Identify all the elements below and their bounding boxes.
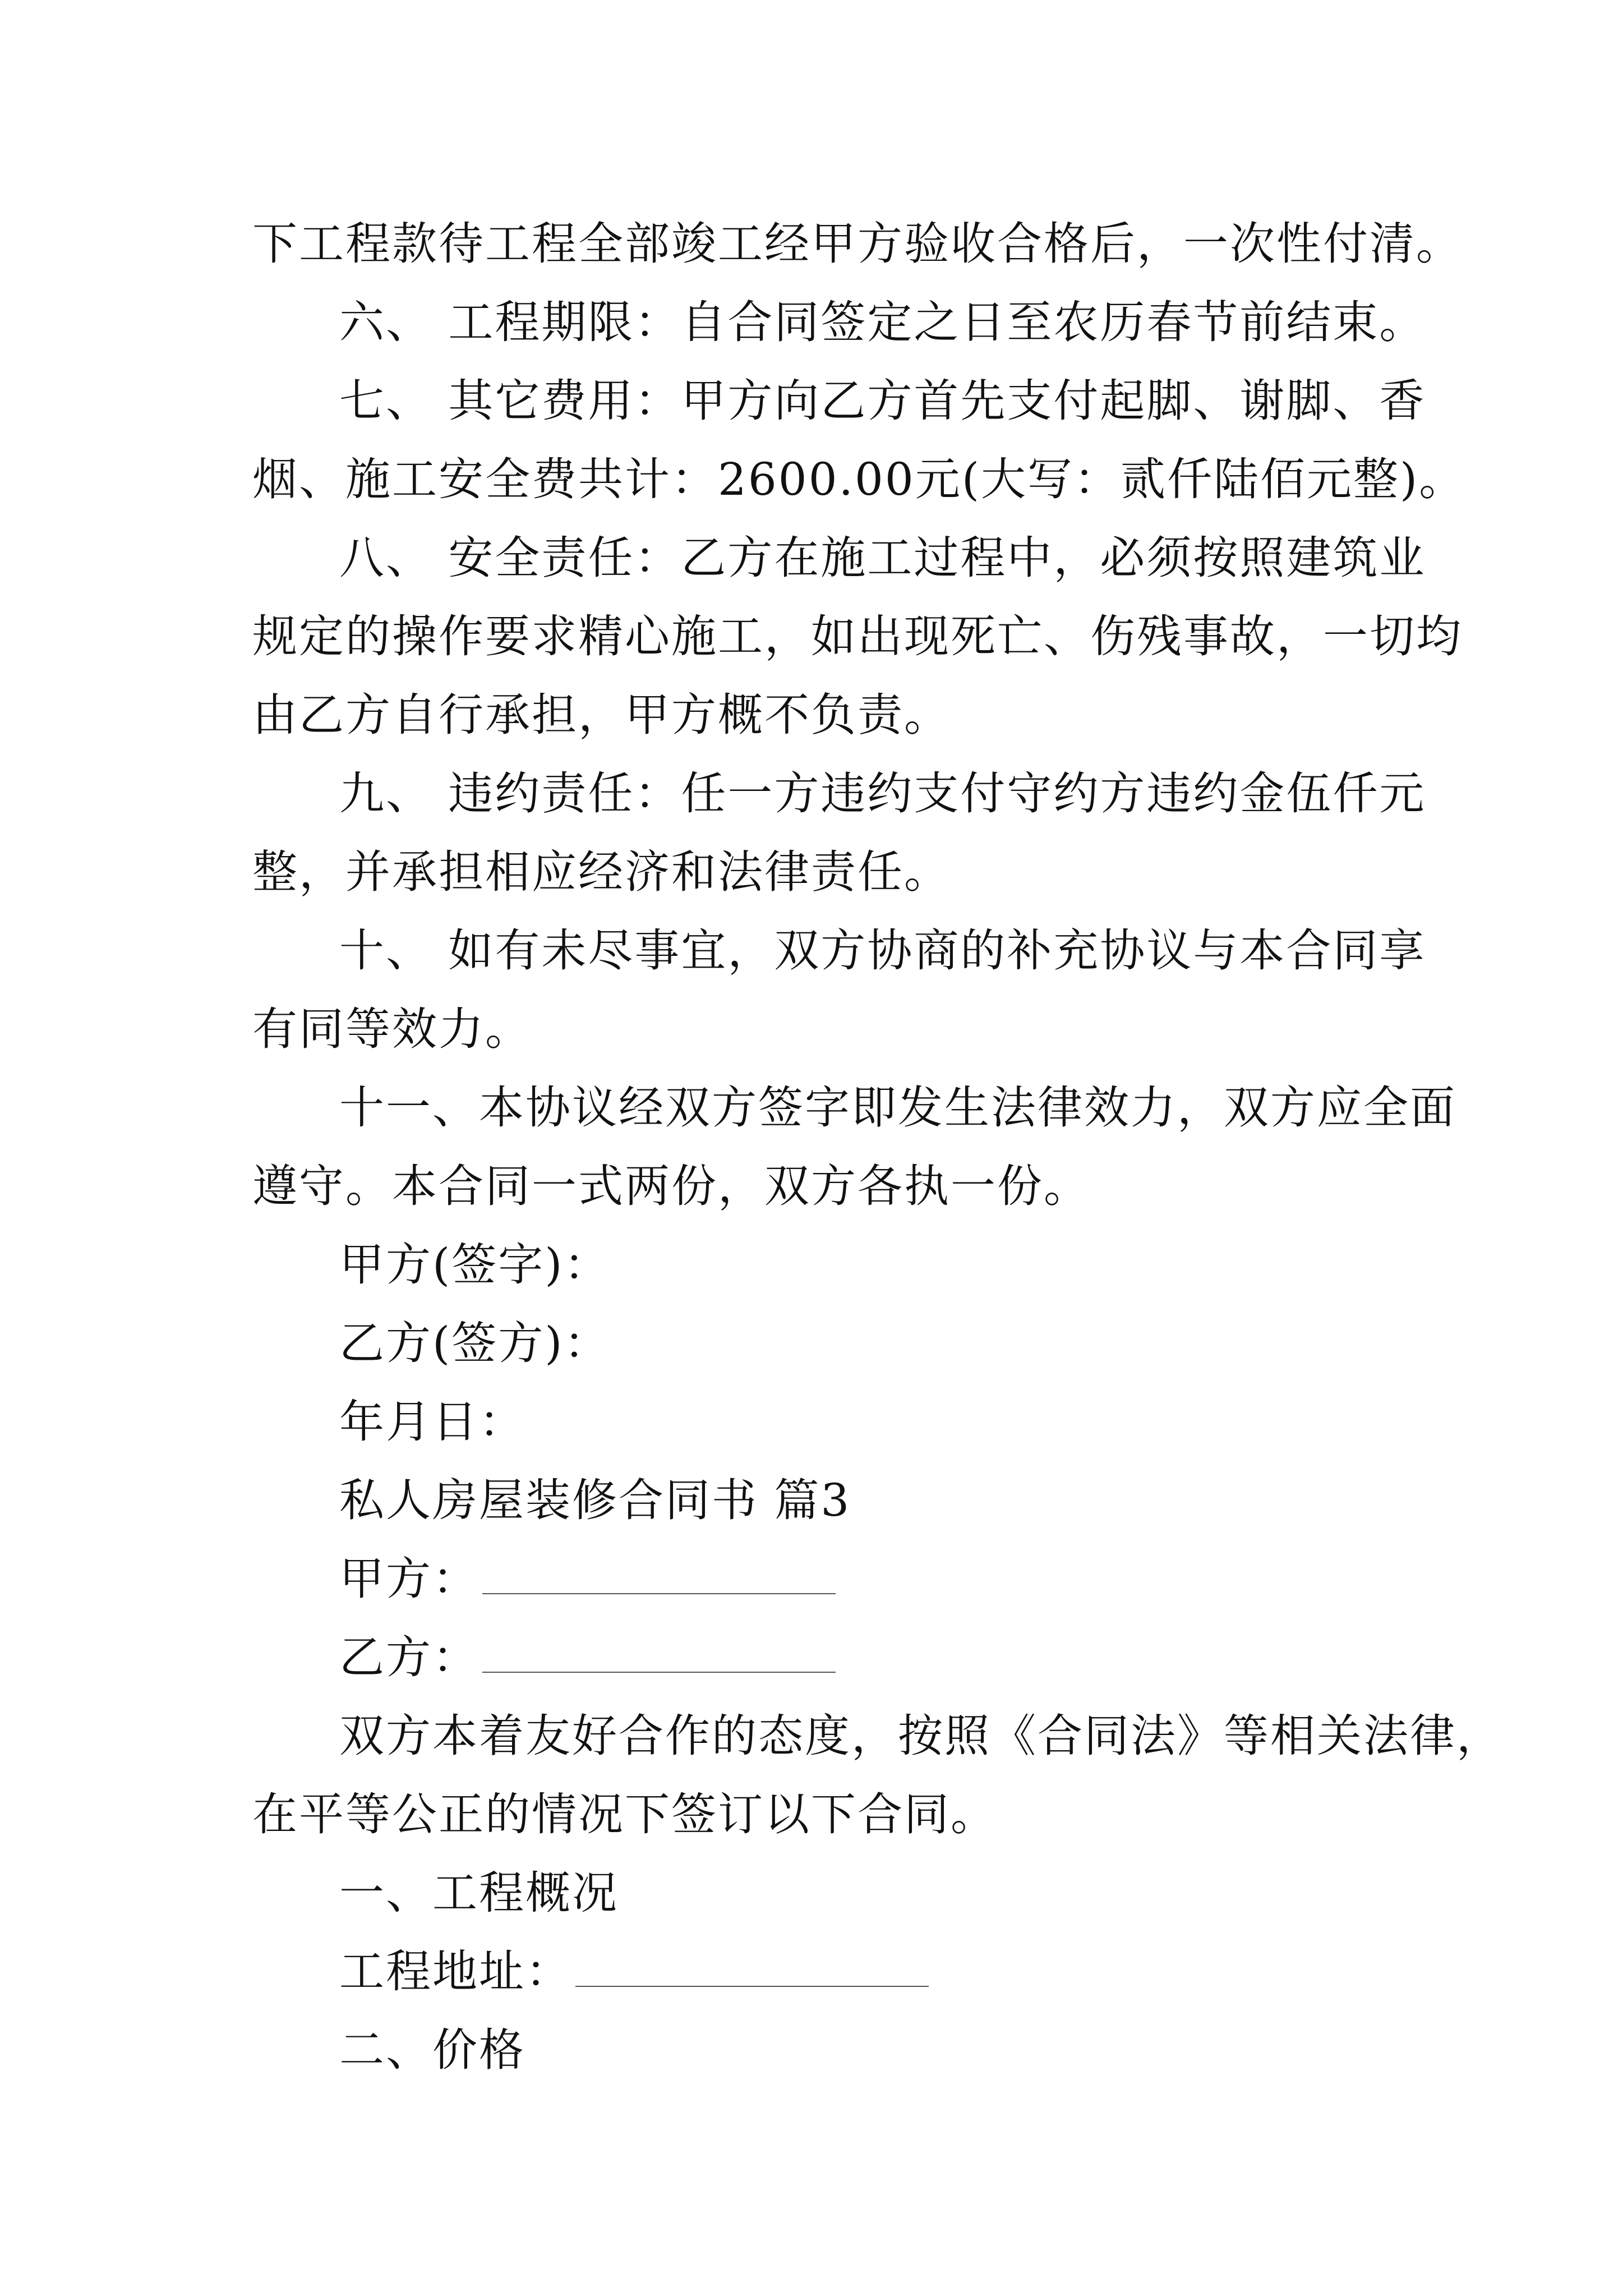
party-b-label: 乙方： <box>339 1631 479 1683</box>
clause-8-line: 八、 安全责任：乙方在施工过程中，必须按照建筑业 <box>339 532 1426 584</box>
clause-6-line: 六、 工程期限：自合同签定之日至农历春节前结束。 <box>339 296 1426 348</box>
clause-7-continuation: 烟、施工安全费共计：2600.00元(大写：贰仟陆佰元整)。 <box>252 453 1466 505</box>
preamble-continuation: 在平等公正的情况下签订以下合同。 <box>252 1788 997 1841</box>
date-label: 年月日： <box>339 1396 525 1448</box>
clause-8-continuation: 由乙方自行承担，甲方概不负责。 <box>252 689 951 741</box>
party-a-signature-label: 甲方(签字)： <box>339 1239 611 1291</box>
party-b-field <box>339 1630 836 1686</box>
paragraph-line: 下工程款待工程全部竣工经甲方验收合格后，一次性付清。 <box>252 218 1463 270</box>
section-title: 私人房屋装修合同书 篇3 <box>339 1474 851 1526</box>
heading-price: 二、价格 <box>339 2024 525 2076</box>
party-b-blank <box>482 1632 836 1673</box>
clause-9-line: 九、 违约责任：任一方违约支付守约方违约金伍仟元 <box>339 767 1426 820</box>
party-b-signature-label: 乙方(签方)： <box>339 1317 611 1369</box>
party-a-blank <box>482 1554 836 1594</box>
heading-project-overview: 一、工程概况 <box>339 1867 619 1919</box>
project-address-label: 工程地址： <box>339 1945 572 1998</box>
party-a-label: 甲方： <box>339 1553 479 1605</box>
clause-10-line: 十、 如有未尽事宜，双方协商的补充协议与本合同享 <box>339 924 1426 977</box>
project-address-blank <box>575 1947 929 1987</box>
clause-11-continuation: 遵守。本合同一式两份，双方各执一份。 <box>252 1160 1090 1212</box>
clause-7-line: 七、 其它费用：甲方向乙方首先支付起脚、谢脚、香 <box>339 375 1426 427</box>
clause-9-continuation: 整，并承担相应经济和法律责任。 <box>252 846 951 898</box>
preamble-line: 双方本着友好合作的态度，按照《合同法》等相关法律， <box>339 1710 1503 1762</box>
clause-11-line: 十一、本协议经双方签字即发生法律效力，双方应全面 <box>339 1082 1456 1134</box>
project-address-field <box>339 1944 929 2000</box>
clause-10-continuation: 有同等效力。 <box>252 1003 532 1055</box>
party-a-field <box>339 1551 836 1607</box>
clause-8-continuation: 规定的操作要求精心施工，如出现死亡、伤残事故，一切均 <box>252 610 1463 662</box>
